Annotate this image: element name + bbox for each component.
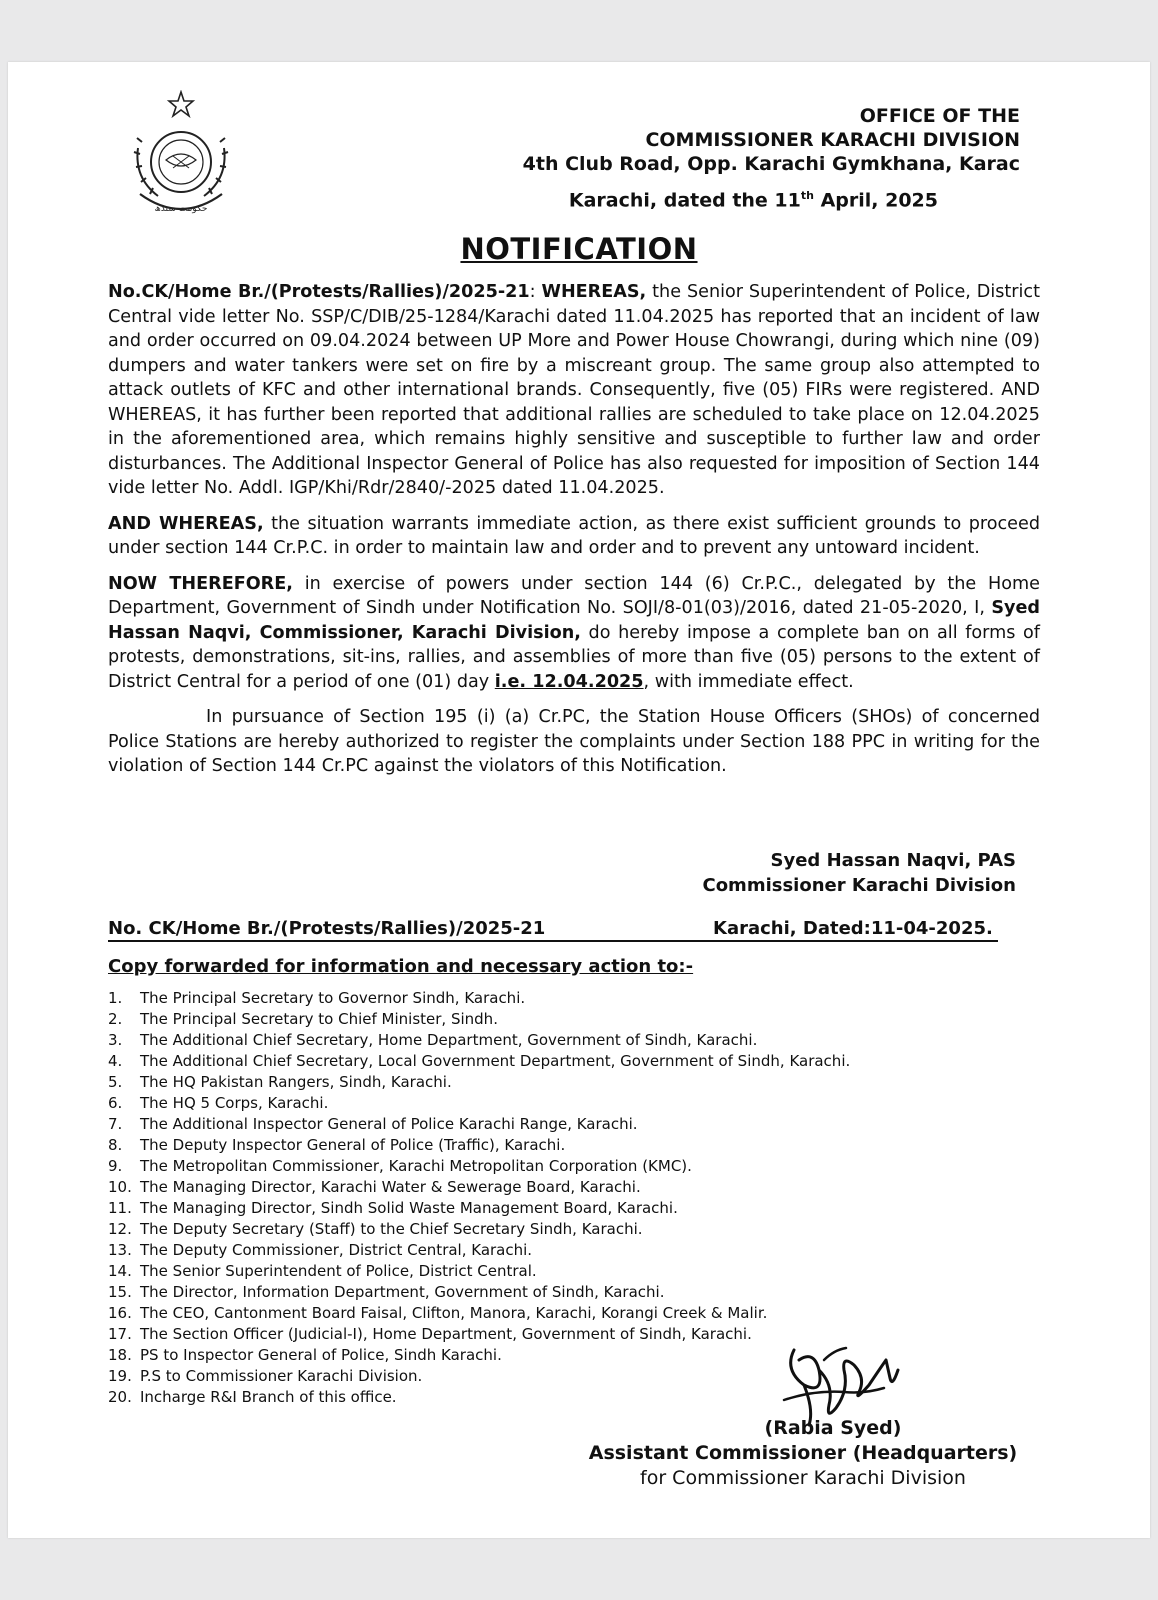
list-item-text: The Deputy Inspector General of Police (Traffic), Karachi. [140,1136,566,1154]
list-item [108,1093,850,1114]
list-item-number: 19. [108,1367,132,1385]
list-item-number: 13. [108,1241,132,1259]
list-item [108,1072,850,1093]
list-item [108,1261,850,1282]
paragraph-whereas: No.CK/Home Br./(Protests/Rallies)/2025-21: WHEREAS, the Senior Superintendent of Police, District Central vide letter No. SSP/C/DIB/25-1284/Karachi dated 11.04.2025 has reported that an incident of law and order occurred on 09.04.2024 between UP More and Power House Chowrangi, during which nine (09) dumpers and water tankers were set on fire by a miscreant group. The same group also attempted to attack outlets of KFC and other international brands. Consequently, five (05) FIRs were registered. AND WHEREAS, it has further been reported that additional rallies are scheduled to take place on 12.04.2025 in the aforementioned area, which remains highly sensitive and susceptible to further law and order disturbances. The Additional Inspector General of Police has also requested for imposition of Section 144 vide letter No. Addl. IGP/Khi/Rdr/2840/-2025 dated 11.04.2025. [108,282,1040,498]
list-item [108,1282,850,1303]
list-item-number: 6. [108,1094,123,1112]
commissioner-signature-block [608,848,1016,898]
office-line-2: COMMISSIONER KARACHI DIVISION [645,129,1020,151]
list-item-text: The Senior Superintendent of Police, District Central. [140,1262,537,1280]
notification-body [108,280,1040,790]
list-item [108,1324,850,1345]
list-item-number: 9. [108,1157,123,1175]
document-page [8,62,1150,1538]
list-item-text: The CEO, Cantonment Board Faisal, Clifton, Manora, Karachi, Korangi Creek & Malir. [140,1304,768,1322]
list-item-text: The Managing Director, Karachi Water & Sewerage Board, Karachi. [140,1178,641,1196]
list-item-number: 10. [108,1178,132,1196]
list-item [108,1387,850,1408]
list-item-text: Incharge R&I Branch of this office. [140,1388,397,1406]
list-item-text: P.S to Commissioner Karachi Division. [140,1367,423,1385]
list-item-number: 11. [108,1199,132,1217]
list-item-text: PS to Inspector General of Police, Sindh Karachi. [140,1346,502,1364]
list-item [108,1177,850,1198]
reference-date: Karachi, Dated:11-04-2025. [713,918,993,939]
list-item [108,1156,850,1177]
office-heading [8,104,1020,176]
list-item-text: The Principal Secretary to Chief Minister, Sindh. [140,1010,498,1028]
list-item [108,1303,850,1324]
list-item [108,988,850,1009]
paragraph-and-whereas: AND WHEREAS, the situation warrants immediate action, as there exist sufficient grounds to proceed under section 144 Cr.P.C. in order to maintain law and order and to prevent any untoward incident. [108,513,1040,558]
list-item-text: The HQ Pakistan Rangers, Sindh, Karachi. [140,1073,452,1091]
list-item [108,1366,850,1387]
issue-date: Karachi, dated the 11th April, 2025 [568,189,938,212]
reference-underline [108,940,998,942]
office-line-1: OFFICE OF THE [859,105,1020,127]
list-item-text: The Additional Chief Secretary, Home Department, Government of Sindh, Karachi. [140,1031,758,1049]
list-item [108,1135,850,1156]
svg-text:حکومت سندھ: حکومت سندھ [154,204,208,214]
list-item-number: 14. [108,1262,132,1280]
list-item [108,1051,850,1072]
list-item-number: 2. [108,1010,123,1028]
list-item-number: 18. [108,1346,132,1364]
list-item-number: 1. [108,989,123,1007]
list-item-text: The Managing Director, Sindh Solid Waste Management Board, Karachi. [140,1199,678,1217]
office-address: 4th Club Road, Opp. Karachi Gymkhana, Karac [522,153,1020,175]
list-item [108,1198,850,1219]
signatory2-for: for Commissioner Karachi Division [640,1467,966,1489]
list-item-number: 8. [108,1136,123,1154]
list-item-number: 15. [108,1283,132,1301]
list-item-number: 16. [108,1304,132,1322]
paragraph-now-therefore: NOW THEREFORE, in exercise of powers under section 144 (6) Cr.P.C., delegated by the Home Department, Government of Sindh under Notification No. SOJI/8-01(03)/2016, dated 21-05-2020, I, Syed Hassan Naqvi, Commissioner, Karachi Division, do hereby impose a complete ban on all forms of protests, demonstrations, sit-ins, rallies, and assemblies of more than five (05) persons to the extent of District Central for a period of one (01) day i.e. 12.04.2025, with immediate effect. [108,573,1040,692]
list-item-text: The Principal Secretary to Governor Sindh, Karachi. [140,989,526,1007]
signatory2-name: (Rabia Syed) [764,1417,902,1439]
list-item [108,1114,850,1135]
list-item-number: 3. [108,1031,123,1049]
list-item-number: 17. [108,1325,132,1343]
list-item-text: The Additional Inspector General of Police Karachi Range, Karachi. [140,1115,638,1133]
list-item-number: 7. [108,1115,123,1133]
signatory-name: Syed Hassan Naqvi, PAS [770,850,1016,871]
list-item [108,1030,850,1051]
copy-forwarded-list [108,988,850,1408]
notification-title: NOTIFICATION [460,232,698,266]
list-item-number: 20. [108,1388,132,1406]
copy-forwarded-heading: Copy forwarded for information and necessary action to:- [108,956,694,977]
list-item-text: The Additional Chief Secretary, Local Government Department, Government of Sindh, Karachi. [140,1052,851,1070]
list-item [108,1240,850,1261]
reference-number: No. CK/Home Br./(Protests/Rallies)/2025-21 [108,918,546,939]
list-item-text: The Director, Information Department, Government of Sindh, Karachi. [140,1283,665,1301]
signatory-designation: Commissioner Karachi Division [702,875,1016,896]
list-item [108,1345,850,1366]
list-item [108,1009,850,1030]
list-item-text: The Deputy Secretary (Staff) to the Chief Secretary Sindh, Karachi. [140,1220,643,1238]
assistant-commissioner-signature-block [568,1416,1038,1491]
list-item-text: The Metropolitan Commissioner, Karachi Metropolitan Corporation (KMC). [140,1157,692,1175]
list-item-number: 5. [108,1073,123,1091]
list-item [108,1219,850,1240]
paragraph-pursuance: In pursuance of Section 195 (i) (a) Cr.PC, the Station House Officers (SHOs) of concerned Police Stations are hereby authorized to register the complaints under Section 188 PPC in writing for the violation of Section 144 Cr.PC against the violators of this Notification. [108,707,1040,776]
signatory2-designation: Assistant Commissioner (Headquarters) [588,1442,1018,1464]
list-item-number: 4. [108,1052,123,1070]
list-item-text: The HQ 5 Corps, Karachi. [140,1094,329,1112]
list-item-number: 12. [108,1220,132,1238]
list-item-text: The Deputy Commissioner, District Central, Karachi. [140,1241,533,1259]
list-item-text: The Section Officer (Judicial-I), Home Department, Government of Sindh, Karachi. [140,1325,752,1343]
